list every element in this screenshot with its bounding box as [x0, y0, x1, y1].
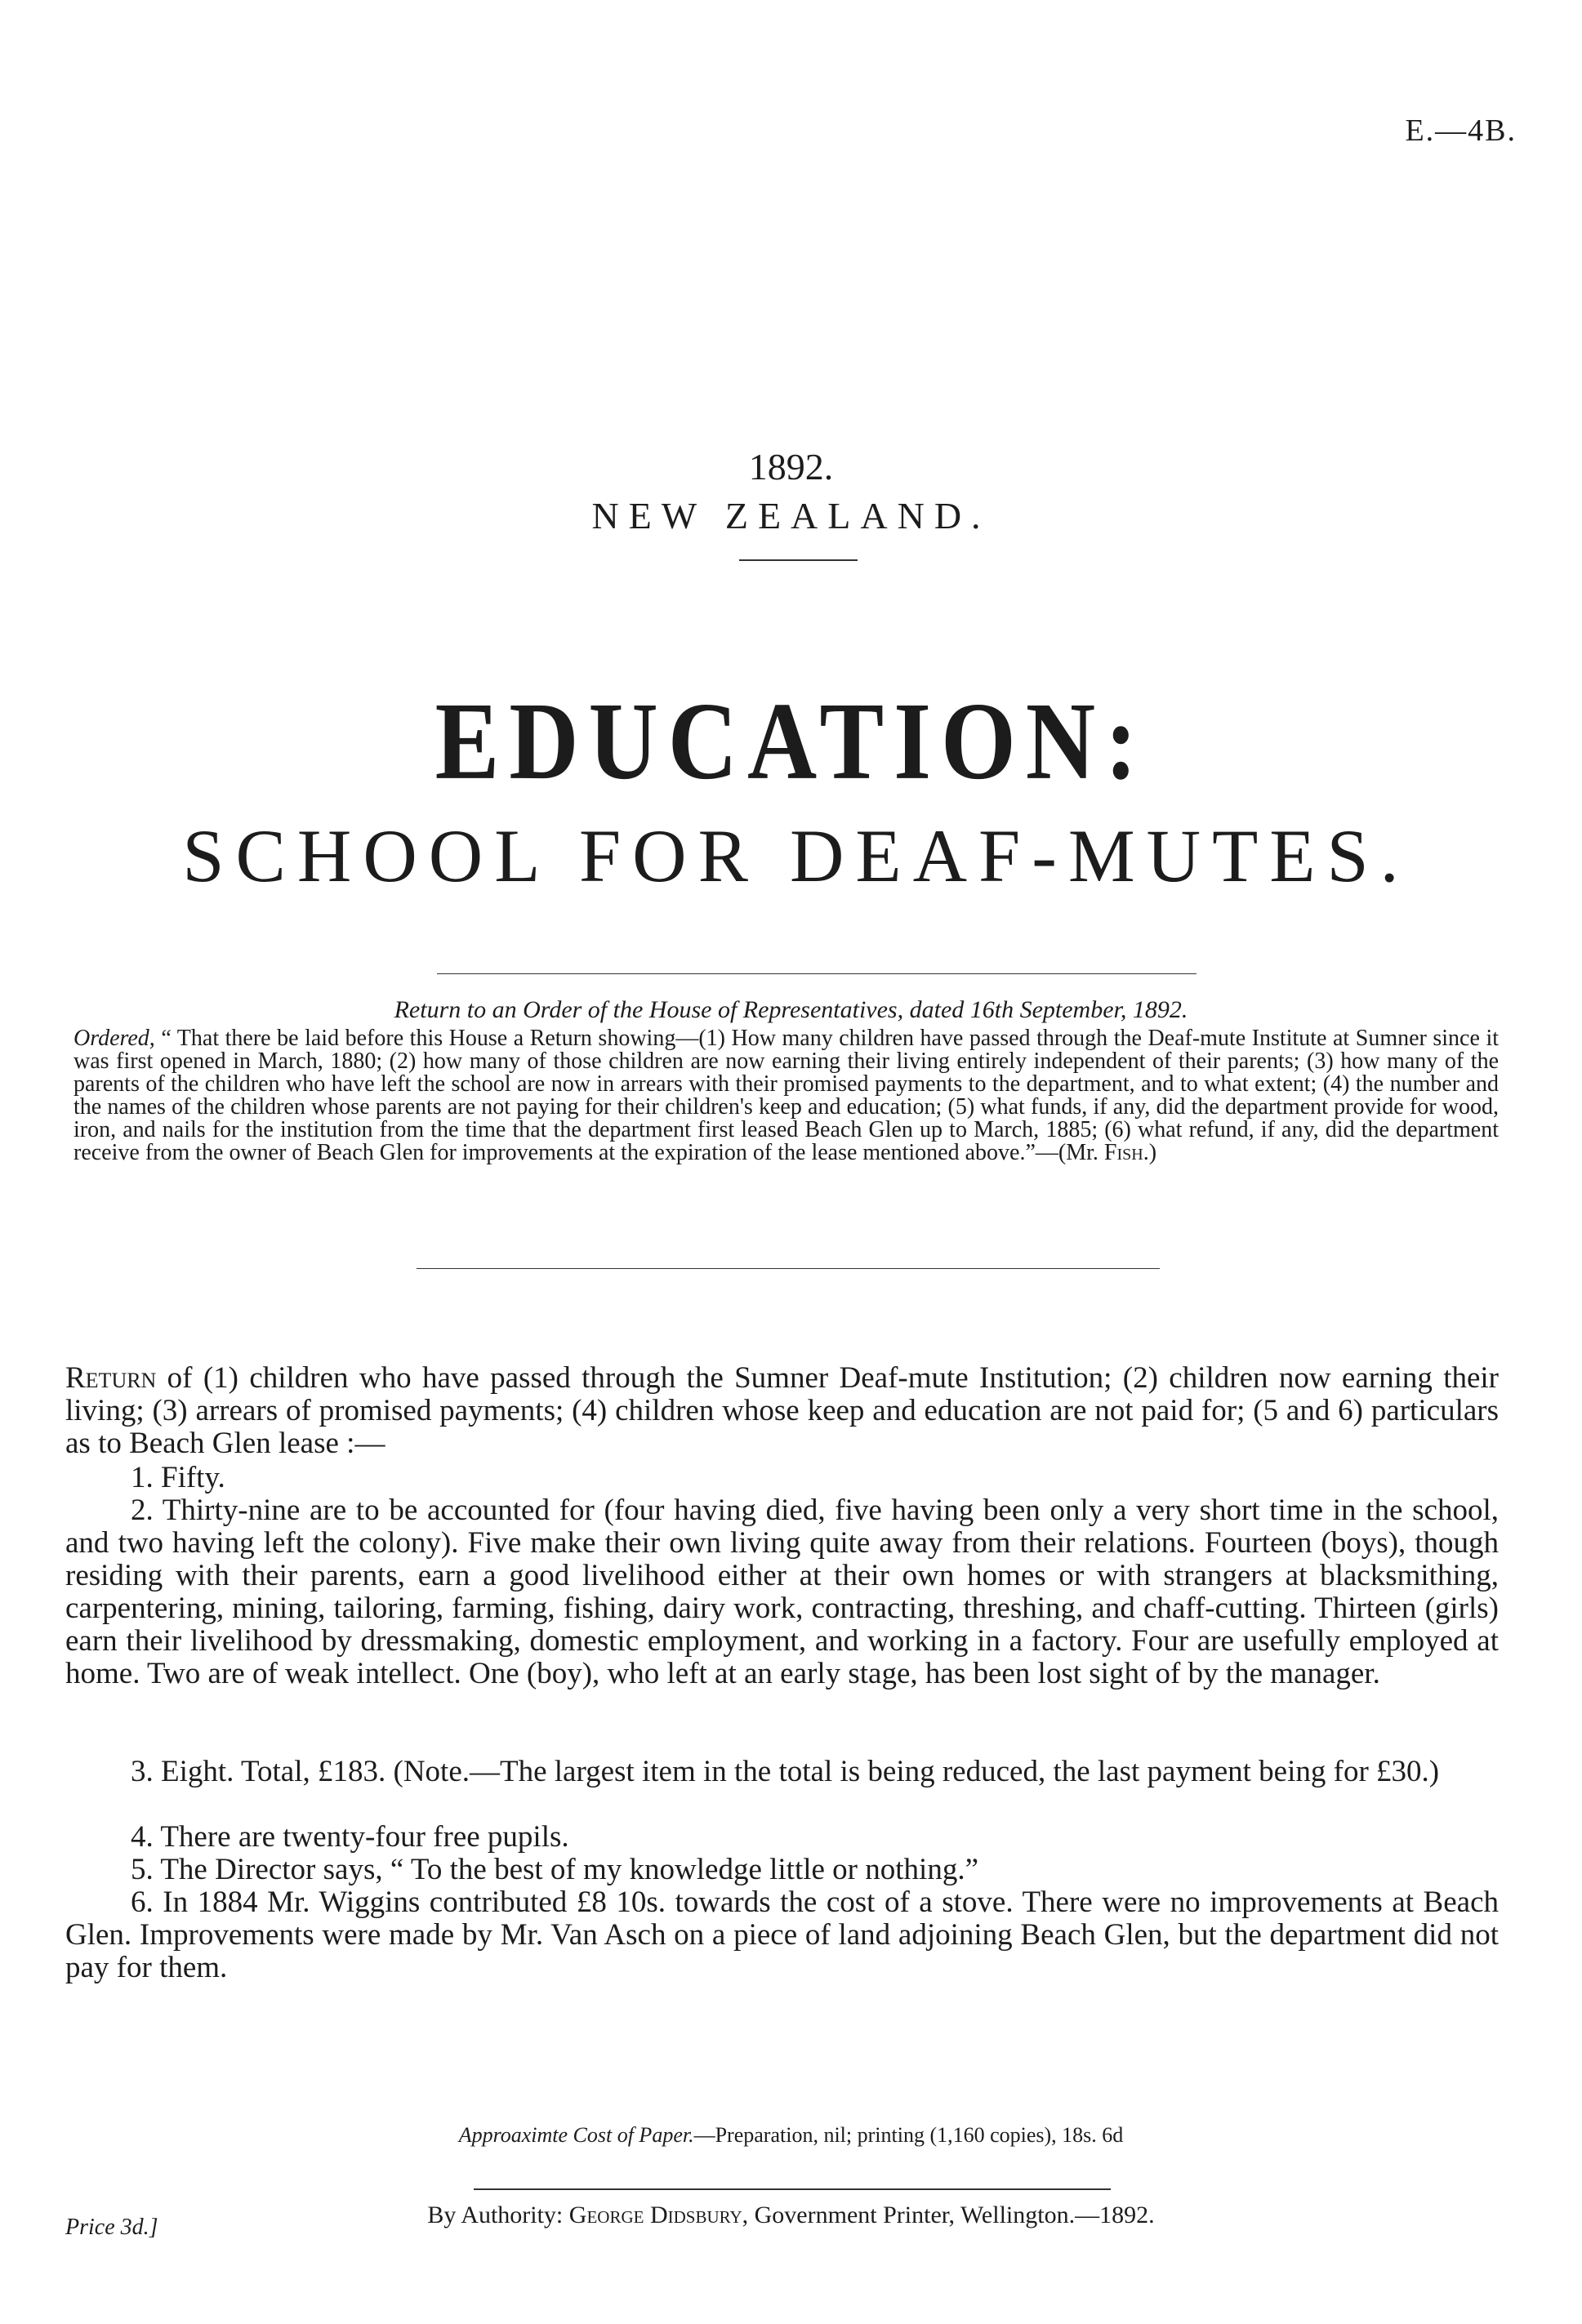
masthead-country: NEW ZEALAND.	[591, 495, 991, 536]
ordered-text: “ That there be laid before this House a Return showing—(1) How many children have passed through the Deaf-mute Institute at Sumner since it was first opened in March, 1880; (2) how many of those children are now earning their living entirely independent of their parents; (3) how many of the parents of the children who have left the school are now in arrears with their promised payments to the department, and to what extent; (4) the number and the names of the children whose parents are not paying for their children's keep and education; (5) what funds, if any, did the department provide for wood, iron, and nails for the institution from the time that the department first leased Beach Glen up to March, 1885; (6) what refund, if any, did the department receive from the owner of Beach Glen for improvements at the expiration of the lease mentioned above.”—(Mr.	[74, 1026, 1500, 1165]
ordered-mover: Fish	[1103, 1140, 1143, 1165]
list-item: 6. In 1884 Mr. Wiggins contributed £8 10s. towards the cost of a stove. There were no improvements at Beach Glen. Improvements were made by Mr. Van Asch on a piece of land adjoining Beach Glen, but the department did not pay for them.	[65, 1885, 1499, 1984]
footer-rule	[474, 2188, 1111, 2190]
main-title: EDUCATION:	[434, 679, 1148, 803]
list-item: 2. Thirty-nine are to be accounted for (four having died, five having been only a very short time in the school, and two having left the colony). Five make their own living quite away from their relations. Fourteen (boys), though residing with their parents, earn a good livelihood either at their own homes or with strangers at blacksmithing, carpentering, mining, tailoring, farming, fishing, dairy work, contracting, threshing, and chaff-cutting. Thirteen (girls) earn their livelihood by dressmaking, domestic employment, and working in a factory. Four are usefully employed at home. Two are of weak intellect. One (boy), who left at an early stage, has been lost sight of by the manager.	[65, 1494, 1499, 1690]
ordered-end: .)	[1143, 1140, 1157, 1165]
document-reference: E.—4B.	[1405, 114, 1517, 148]
section-rule	[417, 1268, 1160, 1269]
masthead-rule	[739, 559, 858, 561]
return-order-line: Return to an Order of the House of Representatives, dated 16th September, 1892.	[394, 996, 1188, 1023]
ordered-paragraph	[74, 1027, 1499, 1164]
ordered-lead: Ordered,	[74, 1026, 155, 1051]
return-intro	[65, 1362, 1499, 1460]
list-item: 4. There are twenty-four free pupils.	[131, 1820, 569, 1854]
title-rule	[437, 973, 1197, 974]
cost-text: —Preparation, nil; printing (1,160 copies), 18s. 6d	[693, 2123, 1124, 2147]
list-item: 5. The Director says, “ To the best of my knowledge little or nothing.”	[131, 1853, 978, 1886]
cost-label: Approaximte Cost of Paper.	[458, 2123, 694, 2147]
masthead-year: 1892.	[748, 446, 834, 488]
authority-text: , Government Printer, Wellington.—1892.	[742, 2202, 1155, 2228]
sub-title: SCHOOL FOR DEAF-MUTES.	[182, 814, 1410, 897]
intro-text: of (1) children who have passed through the Sumner Deaf-mute Institution; (2) children now earning their living; (3) arrears of promised payments; (4) children whose keep and education are not paid for; (5 and 6) particulars as to Beach Glen lease :—	[65, 1361, 1499, 1460]
authority-label: By Authority:	[427, 2202, 569, 2228]
intro-lead: Return	[65, 1361, 157, 1395]
list-item: 3. Eight. Total, £183. (Note.—The largest item in the total is being reduced, the last payment being for £30.)	[131, 1755, 1440, 1788]
printer-authority	[0, 2202, 1582, 2229]
cost-of-paper	[0, 2123, 1582, 2148]
price: Price 3d.]	[65, 2215, 158, 2240]
list-item: 1. Fifty.	[131, 1461, 225, 1494]
printer-name: George Didsbury	[568, 2202, 742, 2228]
